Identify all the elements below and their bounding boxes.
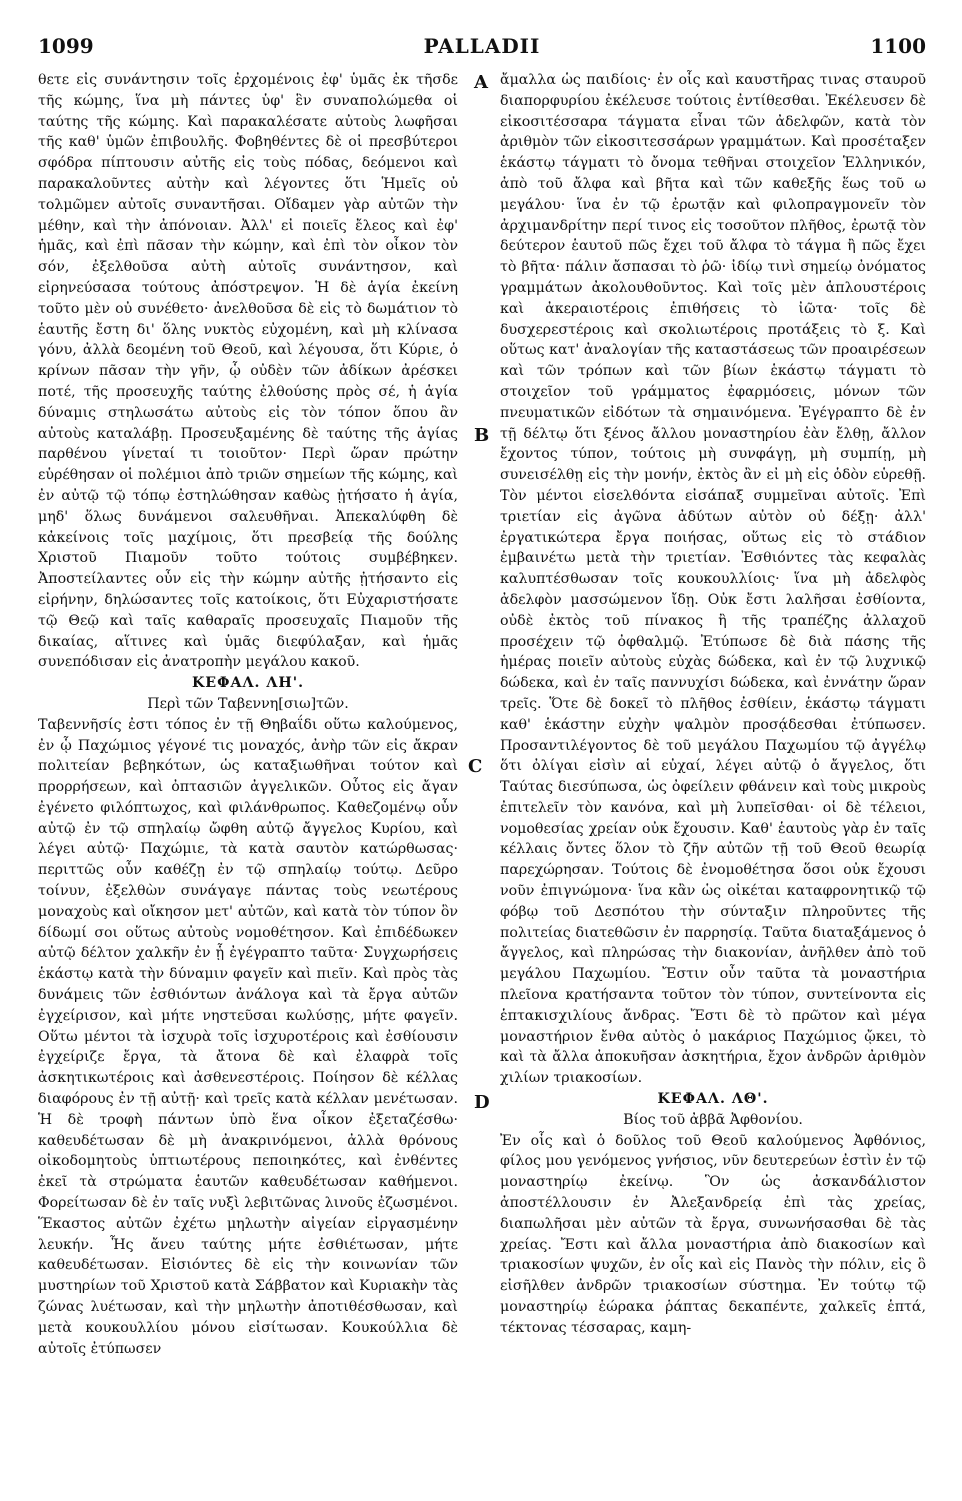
margin-letter-c: C [468, 756, 483, 777]
left-paragraph-1: θετε εἰς συνάντησιν τοῖς ἐρχομένοις ἐφ' ὑμᾶς ἐκ τῆσδε τῆς κώμης, ἵνα μὴ πάντες ὑφ' ἓν συναπολώμεθα οἱ ταύτης τῆς κώμης. Καὶ παρακαλέσατε αὐτοὺς λωφῆσαι τῆς καθ' ὑμῶν ἐπιβουλῆς. Φοβηθέντες δὲ οἱ πρεσβύτεροι σφόδρα πίπτουσιν αὐτῆς εἰς τοὺς πόδας, δεόμενοι καὶ παρακαλοῦντες αὐτὴν καὶ λέγοντες ὅτι Ἡμεῖς οὐ τολμῶμεν αὐτοῖς συναντῆσαι. Οἴδαμεν γὰρ αὐτῶν τὴν μέθην, καὶ τὴν ἀπόνοιαν. Ἀλλ' εἰ ποιεῖς ἔλεος καὶ ἐφ' ἡμᾶς, καὶ ἐπὶ πᾶσαν τὴν κώμην, καὶ ἐπὶ τὸν οἶκον τὸν σόν, ἐξελθοῦσα αὐτὴ αὐτοῖς συνάντησον, καὶ εἰρηνεύσασα τούτους ἀπόστρεψον. Ἡ δὲ ἁγία ἐκείνη τοῦτο μὲν οὐ συνέθετο· ἀνελθοῦσα δὲ εἰς τὸ δωμάτιον τὸ ἑαυτῆς ἔστη δι' ὅλης νυκτὸς εὐχομένη, καὶ μὴ κλίνασα γόνυ, ἀλλὰ δεομένη τοῦ Θεοῦ, καὶ λέγουσα, ὅτι Κύριε, ὁ κρίνων πᾶσαν τὴν γῆν, ᾧ οὐδὲν τῶν ἀδίκων ἀρέσκει ποτέ, τῆς προσευχῆς ταύτης ἐλθούσης πρὸς σέ, ἡ ἁγία δύναμις στηλωσάτω αὐτοὺς εἰς τὸν τόπον ὅπου ἂν αὐτοὺς καταλάβῃ. Προσευξαμένης δὲ ταύτης τῆς ἁγίας παρθένου γίνεταί τι τοιοῦτον· Περὶ ὥραν πρώτην εὑρέθησαν οἱ πολέμιοι ἀπὸ τριῶν σημείων τῆς κώμης, καὶ ἐν αὐτῷ τῷ τόπῳ ἐστηλώθησαν καθὼς ᾐτήσατο ἡ ἁγία, μηδ' ὅλως δυνάμενοι σαλευθῆναι. Ἀπεκαλύφθη δὲ κἀκείνοις τοῖς μαχίμοις, ὅτι πρεσβείᾳ τῆς δούλης Χριστοῦ Πιαμοῦν τοῦτο τούτοις συμβέβηκεν. Ἀποστείλαντες οὖν εἰς τὴν κώμην αὐτῆς ᾐτήσαντο εἰς εἰρήνην, δηλώσαντες τοῖς κατοίκοις, ὅτι Εὐχαριστήσατε τῷ Θεῷ καὶ ταῖς καθαραῖς προσευχαῖς Πιαμοῦν τῆς δικαίας, αἵτινες καὶ ὑμᾶς διεφύλαξαν, καὶ ἡμᾶς συνεπόδισαν εἰς ἀνατροπὴν μεγάλου κακοῦ. [38, 72, 458, 671]
running-title: PALLADII [423, 34, 541, 58]
margin-letter-d: D [474, 1092, 490, 1113]
margin-letter-b: B [474, 425, 490, 446]
page-number-left: 1099 [38, 34, 94, 58]
chapter-heading-38: ΚΕΦΑΛ. ΛΗ'. [191, 675, 305, 692]
page-number-right: 1100 [870, 34, 926, 58]
margin-letter-a: A [474, 72, 488, 93]
left-column [38, 70, 458, 1359]
right-paragraph-1: ἄμαλλα ὡς παιδίοις· ἐν οἷς καὶ καυστῆρας τινας σταυροῦ διαπορφυρίου ἐκέλευσε τούτοις ἐντίθεσθαι. Ἐκέλευσεν δὲ εἰκοσιτέσσαρα τάγματα εἶναι τῶν ἀδελφῶν, κατὰ τὸν ἀριθμὸν τῶν εἰκοσιτεσσάρων γραμμάτων. Καὶ προσέταξεν ἑκάστῳ τάγματι τὸ ὄνομα τεθῆναι στοιχεῖον Ἑλληνικόν, ἀπὸ τοῦ ἄλφα καὶ βῆτα καὶ τῶν καθεξῆς ἕως τοῦ ω μεγάλου· ἵνα ἐν τῷ ἐρωτᾷν καὶ φιλοπραγμονεῖν τὸν ἀρχιμανδρίτην περί τινος εἰς τοσοῦτον πλῆθος, ἐρωτᾷ τὸν δεύτερον ἑαυτοῦ πῶς ἔχει τοῦ ἄλφα τὸ τάγμα ἢ πῶς ἔχει τὸ βῆτα· πάλιν ἄσπασαι τὸ ῥῶ· ἰδίῳ τινὶ σημείῳ ὀνόματος γραμμάτων ἀκολουθοῦντος. Καὶ τοῖς μὲν ἁπλουστέροις καὶ ἀκεραιοτέροις ἐπιθήσεις τὸ ἰῶτα· τοῖς δὲ δυσχερεστέροις καὶ σκολιωτέροις προτάξεις τὸ ξ. Καὶ οὕτως κατ' ἀναλογίαν τῆς καταστάσεως τῶν προαιρέσεων καὶ τῶν τρόπων καὶ τῶν βίων ἑκάστῳ τάγματι τὸ στοιχεῖον τοῦ γράμματος ἐφαρμόσεις, μόνων τῶν πνευματικῶν εἰδότων τὰ σημαινόμενα. Ἐγέγραπτο δὲ ἐν τῇ δέλτῳ ὅτι ξένος ἄλλου μοναστηρίου ἐὰν ἔλθῃ, ἄλλον ἔχοντος τύπον, τούτοις μὴ συνφάγῃ, μὴ συμπίῃ, μὴ συνεισέλθῃ εἰς τὴν μονήν, ἐκτὸς ἂν εἰ μὴ εἰς ὁδὸν εὑρεθῇ. Τὸν μέντοι εἰσελθόντα εἰσάπαξ συμμεῖναι αὐτοῖς. Ἐπὶ τριετίαν εἰς ἀγῶνα ἀδύτων αὐτὸν οὐ δέξῃ· ἀλλ' ἐργατικώτερα ἔργα ποιήσας, οὕτως εἰς τὸ στάδιον ἐμβαινέτω μετὰ τὴν τριετίαν. Ἐσθιόντες τὰς κεφαλὰς καλυπτέσθωσαν τοῖς κουκουλλίοις· ἵνα μὴ ἀδελφὸς ἀδελφὸν μασσώμενον ἴδῃ. Οὐκ ἔστι λαλῆσαι ἐσθίοντα, οὐδὲ ἐκτὸς τοῦ πίνακος ἢ τῆς τραπέζης ἀλλαχοῦ προσέχειν τῷ ὀφθαλμῷ. Ἐτύπωσε δὲ διὰ πάσης τῆς ἡμέρας ποιεῖν αὐτοὺς εὐχὰς δώδεκα, καὶ ἐν τῷ λυχνικῷ δώδεκα, καὶ ἐν ταῖς παννυχίσι δώδεκα, καὶ ἐννάτην ὥραν τρεῖς. Ὅτε δὲ δοκεῖ τὸ πλῆθος ἐσθίειν, ἑκάστῳ τάγματι καθ' ἑκάστην εὐχὴν ψαλμὸν προσᾴδεσθαι ἐτύπωσεν. Προσαντιλέγοντος δὲ τοῦ μεγάλου Παχωμίου τῷ ἀγγέλῳ ὅτι ὀλίγαι εἰσὶν αἱ εὐχαί, λέγει αὐτῷ ὁ ἄγγελος, ὅτι Ταύτας διεσύπωσα, ὡς ὀφείλειν φθάνειν καὶ τοὺς μικροὺς ἐπιτελεῖν τὸν κανόνα, καὶ μὴ λυπεῖσθαι· οἱ δὲ τέλειοι, νομοθεσίας χρείαν οὐκ ἔχουσιν. Καθ' ἑαυτοὺς γὰρ ἐν ταῖς κέλλαις ὄντες ὅλον τὸ ζῆν αὐτῶν τῇ τοῦ Θεοῦ θεωρίᾳ παρεχώρησαν. Τούτοις δὲ ἐνομοθέτησα ὅσοι οὐκ ἔχουσι νοῦν ἐπιγνώμονα· ἵνα κἂν ὡς οἰκέται καταφρονητικῷ τῷ φόβῳ τοῦ Δεσπότου τὴν σύνταξιν πληροῦντες τῆς πολιτείας διατεθῶσιν ἐν παρρησίᾳ. Ταῦτα διαταξάμενος ὁ ἄγγελος, καὶ πληρώσας τὴν διακονίαν, ἀνῆλθεν ἀπὸ τοῦ μεγάλου Παχωμίου. Ἔστιν οὖν ταῦτα τὰ μοναστήρια πλεῖονα κρατήσαντα τοῦτον τὸν τύπον, συντείνοντα εἰς ἑπτακισχιλίους ἄνδρας. Ἔστι δὲ τὸ πρῶτον καὶ μέγα μοναστήριον ἔνθα αὐτὸς ὁ μακάριος Παχώμιος ᾤκει, τὸ καὶ τὰ ἄλλα ἀποκυῆσαν ἀσκητήρια, ἔχον ἀνδρῶν ἀριθμὸν χιλίων τριακοσίων. [500, 72, 926, 1087]
chapter-subtitle-38: Περὶ τῶν Ταβεννη[σιω]τῶν. [147, 695, 349, 712]
page-header [38, 34, 926, 64]
left-paragraph-2: Ταβεννῆσίς ἐστι τόπος ἐν τῇ Θηβαΐδι οὕτω καλούμενος, ἐν ᾧ Παχώμιος γέγονέ τις μοναχός, ἀνὴρ τῶν εἰς ἄκραν πολιτείαν βεβηκότων, ὡς καταξιωθῆναι τούτον καὶ προρρήσεων, καὶ ὀπτασιῶν ἀγγελικῶν. Οὗτος εἰς ἄγαν ἐγένετο φιλόπτωχος, καὶ φιλάνθρωπος. Καθεζομένῳ οὖν αὐτῷ ἐν τῷ σπηλαίῳ ὤφθη αὐτῷ ἄγγελος Κυρίου, καὶ λέγει αὐτῷ· Παχώμιε, τὰ κατὰ σαυτὸν κατώρθωσας· περιττῶς οὖν καθέζῃ ἐν τῷ σπηλαίῳ τούτῳ. Δεῦρο τοίνυν, ἐξελθὼν συνάγαγε πάντας τοὺς νεωτέρους μοναχοὺς καὶ οἴκησον μετ' αὐτῶν, καὶ κατὰ τὸν τύπον ὃν δίδωμί σοι οὕτως αὐτοὺς νομοθέτησον. Καὶ ἐπιδέδωκεν αὐτῷ δέλτον χαλκῆν ἐν ᾗ ἐγέγραπτο ταῦτα· Συγχωρήσεις ἑκάστῳ κατὰ τὴν δύναμιν φαγεῖν καὶ πιεῖν. Καὶ πρὸς τὰς δυνάμεις τῶν ἐσθιόντων ἀνάλογα καὶ τὰ ἔργα αὐτῶν ἐγχείρισον, καὶ μήτε νηστεῦσαι κωλύσῃς, μήτε φαγεῖν. Οὕτω μέντοι τὰ ἰσχυρὰ τοῖς ἰσχυροτέροις καὶ ἐσθίουσιν ἐγχείριζε ἔργα, τὰ ἄτονα δὲ καὶ ἐλαφρὰ τοῖς ἀσκητικωτέροις καὶ ἀσθενεστέροις. Ποίησον δὲ κέλλας διαφόρους ἐν τῇ αὐτῇ· καὶ τρεῖς κατὰ κέλλαν μενέτωσαν. Ἡ δὲ τροφὴ πάντων ὑπὸ ἕνα οἶκον ἐξεταζέσθω· καθευδέτωσαν δὲ μὴ ἀνακρινόμενοι, ἀλλὰ θρόνους οἰκοδομητοὺς ὑπτιωτέρους πεποιηκότες, καὶ ἐνθέντες ἐκεῖ τὰ στρώματα ἑαυτῶν καθευδέτωσαν καθήμενοι. Φορείτωσαν δὲ ἐν ταῖς νυξὶ λεβιτῶνας λινοῦς ἐζωσμένοι. Ἕκαστος αὐτῶν ἐχέτω μηλωτὴν αἰγείαν εἰργασμένην λευκήν. Ἧς ἄνευ ταύτης μήτε ἐσθιέτωσαν, μήτε καθευδέτωσαν. Εἰσιόντες δὲ εἰς τὴν κοινωνίαν τῶν μυστηρίων τοῦ Χριστοῦ κατὰ Σάββατον καὶ Κυριακὴν τὰς ζώνας λυέτωσαν, καὶ τὴν μηλωτὴν ἀποτιθέσθωσαν, καὶ μετὰ κουκουλλίου μόνου εἰσίτωσαν. Κουκούλλια δὲ αὐτοῖς ἐτύπωσεν [38, 716, 458, 1357]
right-column [500, 70, 926, 1339]
chapter-heading-39: ΚΕΦΑΛ. ΛΘ'. [657, 1091, 769, 1108]
chapter-subtitle-39: Βίος τοῦ ἀββᾶ Ἀφθονίου. [623, 1111, 803, 1128]
right-paragraph-2: Ἐν οἷς καὶ ὁ δοῦλος τοῦ Θεοῦ καλούμενος Ἀφθόνιος, φίλος μου γενόμενος γνήσιος, νῦν δευτερεύων ἐστὶν ἐν τῷ μοναστηρίῳ ἐκείνῳ. Ὃν ὡς ἀσκανδάλιστον ἀποστέλλουσιν ἐν Ἀλεξανδρείᾳ ἐπὶ τὰς χρείας, διαπωλῆσαι μὲν αὐτῶν τὰ ἔργα, συνωνήσασθαι δὲ τὰς χρείας. Ἔστι καὶ ἄλλα μοναστήρια ἀπὸ διακοσίων καὶ τριακοσίων ψυχῶν, ἐν οἷς καὶ εἰς Πανὸς τὴν πόλιν, εἰς ὃ εἰσῆλθεν ἀνδρῶν τριακοσίων σύστημα. Ἐν τούτῳ τῷ μοναστηρίῳ ἑώρακα ῥάπτας δεκαπέντε, χαλκεῖς ἑπτά, τέκτονας τέσσαρας, καμη- [500, 1132, 926, 1336]
